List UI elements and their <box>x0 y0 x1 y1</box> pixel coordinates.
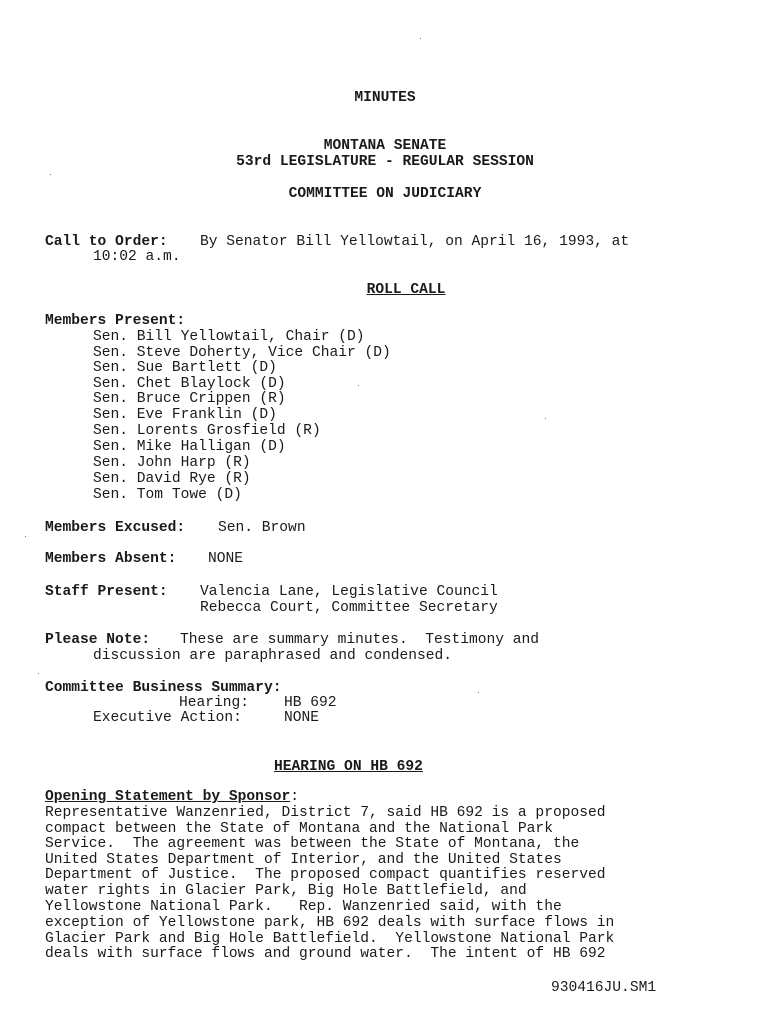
members-absent-label: Members Absent: <box>45 551 177 567</box>
scan-speck <box>478 692 479 693</box>
please-note-label: Please Note: <box>45 632 151 648</box>
testimony-line: Yellowstone National Park. Rep. Wanzenried said, with the <box>45 899 562 915</box>
testimony-line: Glacier Park and Big Hole Battlefield. Yellowstone National Park <box>45 931 615 947</box>
members-excused-label: Members Excused: <box>45 520 186 536</box>
staff-present-label: Staff Present: <box>45 584 168 600</box>
members-excused-value: Sen. Brown <box>218 520 306 536</box>
testimony-line: water rights in Glacier Park, Big Hole Battlefield, and <box>45 883 527 899</box>
testimony-line: deals with surface flows and ground water. The intent of HB 692 <box>45 946 606 962</box>
senate-title: MONTANA SENATE <box>323 138 447 154</box>
scan-speck <box>420 38 421 39</box>
scan-speck <box>358 385 359 386</box>
member-item: Sen. Steve Doherty, Vice Chair (D) <box>93 345 391 361</box>
member-item: Sen. Tom Towe (D) <box>93 487 242 503</box>
member-item: Sen. David Rye (R) <box>93 471 251 487</box>
member-item: Sen. John Harp (R) <box>93 455 251 471</box>
staff-line1: Valencia Lane, Legislative Council <box>200 584 498 600</box>
staff-line2: Rebecca Court, Committee Secretary <box>200 600 498 616</box>
member-item: Sen. Chet Blaylock (D) <box>93 376 286 392</box>
document-id: 930416JU.SM1 <box>551 980 657 996</box>
hearing-label: Hearing: <box>179 695 250 711</box>
please-note-line1: These are summary minutes. Testimony and <box>180 632 540 648</box>
members-absent-value: NONE <box>208 551 244 567</box>
member-item: Sen. Bruce Crippen (R) <box>93 391 286 407</box>
executive-action-label: Executive Action: <box>93 710 242 726</box>
please-note-line2: discussion are paraphrased and condensed. <box>93 648 453 664</box>
call-to-order-line2: 10:02 a.m. <box>93 249 181 265</box>
testimony-line: Service. The agreement was between the State of Montana, the <box>45 836 580 852</box>
member-item: Sen. Eve Franklin (D) <box>93 407 277 423</box>
testimony-line: Department of Justice. The proposed compact quantifies reserved <box>45 867 606 883</box>
committee-title: COMMITTEE ON JUDICIARY <box>288 186 482 202</box>
call-to-order-label: Call to Order: <box>45 234 168 250</box>
roll-call-heading: ROLL CALL <box>366 282 446 298</box>
member-item: Sen. Mike Halligan (D) <box>93 439 286 455</box>
testimony-line: exception of Yellowstone park, HB 692 deals with surface flows in <box>45 915 615 931</box>
scan-speck <box>25 536 26 537</box>
scan-speck <box>545 418 546 419</box>
scan-speck <box>38 673 39 674</box>
members-present-label: Members Present: <box>45 313 186 329</box>
session-title: 53rd LEGISLATURE - REGULAR SESSION <box>236 154 534 170</box>
testimony-line: compact between the State of Montana and the National Park <box>45 821 553 837</box>
business-summary-label: Committee Business Summary: <box>45 680 282 696</box>
executive-action-value: NONE <box>284 710 320 726</box>
scan-speck <box>50 174 51 175</box>
call-to-order-line1: By Senator Bill Yellowtail, on April 16, 1993, at <box>200 234 630 250</box>
member-item: Sen. Bill Yellowtail, Chair (D) <box>93 329 365 345</box>
hearing-heading: HEARING ON HB 692 <box>274 759 423 775</box>
testimony-line: United States Department of Interior, and the United States <box>45 852 562 868</box>
hearing-value: HB 692 <box>284 695 337 711</box>
member-item: Sen. Lorents Grosfield (R) <box>93 423 321 439</box>
opening-statement-label: Opening Statement by Sponsor <box>45 789 291 805</box>
opening-statement-heading <box>45 790 299 806</box>
member-item: Sen. Sue Bartlett (D) <box>93 360 277 376</box>
opening-statement-colon: : <box>290 789 299 805</box>
minutes-title: MINUTES <box>354 90 416 106</box>
testimony-line: Representative Wanzenried, District 7, said HB 692 is a proposed <box>45 805 606 821</box>
